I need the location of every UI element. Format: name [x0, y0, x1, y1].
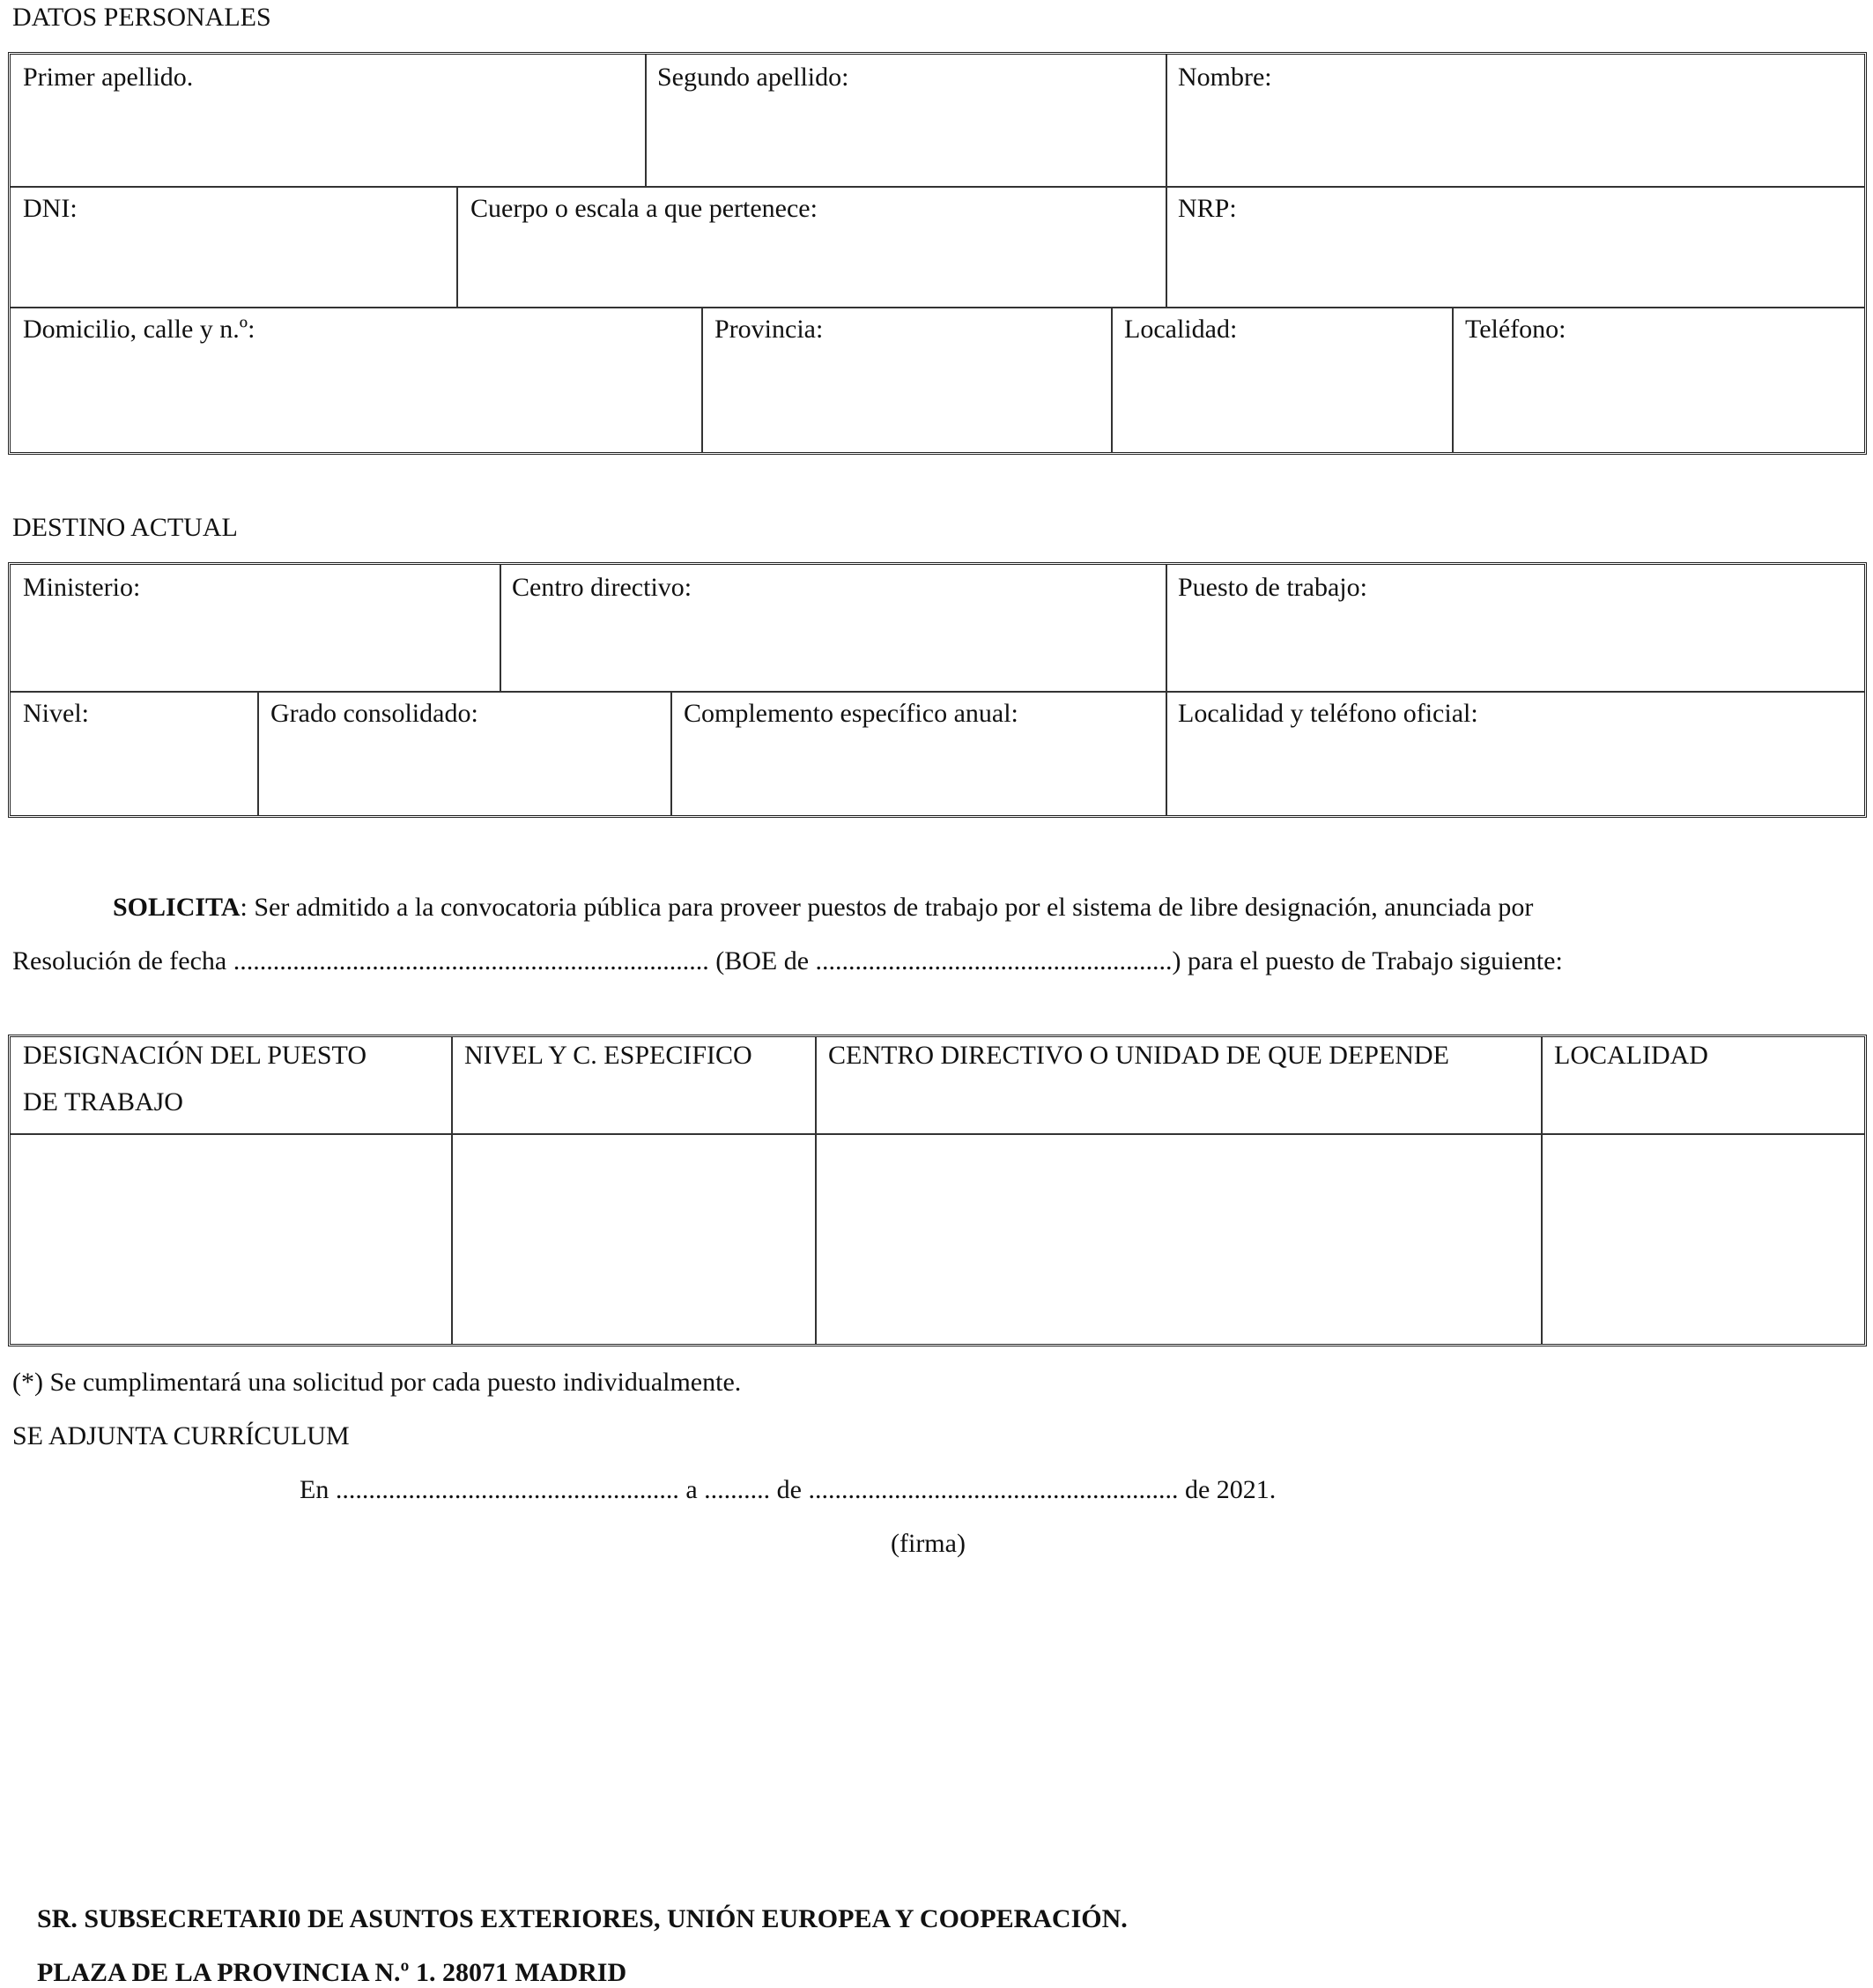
- field-localidad: Localidad:: [1124, 315, 1238, 344]
- solicita-line2: Resolución de fecha ........................................................................ (BOE de ......................................................) para el puesto de Trabajo siguiente:: [12, 946, 1563, 975]
- solicita-label: SOLICITA: [113, 893, 241, 922]
- field-dni: DNI:: [23, 194, 78, 223]
- field-nrp: NRP:: [1178, 194, 1237, 223]
- field-puesto-trabajo: Puesto de trabajo:: [1178, 573, 1367, 602]
- divider: [500, 565, 501, 692]
- header-nivel-especifico: NIVEL Y C. ESPECIFICO: [464, 1041, 752, 1070]
- field-provincia: Provincia:: [714, 315, 824, 344]
- note-text: (*) Se cumplimentará una solicitud por cada puesto individualmente.: [12, 1368, 742, 1397]
- field-complemento-especifico: Complemento específico anual:: [684, 699, 1018, 728]
- field-nivel: Nivel:: [23, 699, 89, 728]
- section-title-destino-actual: DESTINO ACTUAL: [12, 513, 238, 542]
- header-localidad: LOCALIDAD: [1554, 1041, 1708, 1070]
- divider: [1541, 1037, 1543, 1344]
- divider: [645, 55, 647, 187]
- field-ministerio: Ministerio:: [23, 573, 141, 602]
- divider: [1166, 565, 1167, 815]
- divider: [451, 1037, 453, 1344]
- destino-actual-table: [8, 562, 1867, 818]
- field-cuerpo-escala: Cuerpo o escala a que pertenece:: [470, 194, 818, 223]
- firma-label: (firma): [891, 1529, 966, 1558]
- adjunta-curriculum: SE ADJUNTA CURRÍCULUM: [12, 1421, 350, 1450]
- divider: [456, 187, 458, 308]
- field-centro-directivo: Centro directivo:: [512, 573, 692, 602]
- divider: [257, 692, 259, 815]
- header-designacion-line1: DESIGNACIÓN DEL PUESTO: [23, 1041, 366, 1070]
- addressee-line1: SR. SUBSECRETARI0 DE ASUNTOS EXTERIORES, UNIÓN EUROPEA Y COOPERACIÓN.: [37, 1904, 1128, 1933]
- field-domicilio: Domicilio, calle y n.º:: [23, 315, 255, 344]
- divider: [11, 307, 1864, 308]
- divider: [1111, 308, 1113, 452]
- divider: [1452, 308, 1454, 452]
- divider: [815, 1037, 817, 1344]
- solicita-line1: : Ser admitido a la convocatoria pública para proveer puestos de trabajo por el sistema de libre designación, anunciada por: [240, 893, 1534, 922]
- addressee-line2: PLAZA DE LA PROVINCIA N.º 1. 28071 MADRID: [37, 1958, 627, 1987]
- divider: [11, 1133, 1864, 1135]
- header-designacion: [23, 1033, 366, 1125]
- date-line: En .................................................... a .......... de ........................................................ de 2021.: [300, 1475, 1277, 1504]
- field-localidad-telefono-oficial: Localidad y teléfono oficial:: [1178, 699, 1478, 728]
- divider: [1166, 55, 1167, 308]
- datos-personales-table: [8, 52, 1867, 455]
- field-segundo-apellido: Segundo apellido:: [657, 63, 849, 92]
- field-grado-consolidado: Grado consolidado:: [270, 699, 478, 728]
- field-nombre: Nombre:: [1178, 63, 1272, 92]
- header-designacion-line2: DE TRABAJO: [23, 1087, 183, 1116]
- header-centro-directivo: CENTRO DIRECTIVO O UNIDAD DE QUE DEPENDE: [828, 1041, 1449, 1070]
- section-title-datos-personales: DATOS PERSONALES: [12, 3, 271, 32]
- field-primer-apellido: Primer apellido.: [23, 63, 194, 92]
- divider: [670, 692, 672, 815]
- divider: [701, 308, 703, 452]
- divider: [11, 186, 1864, 188]
- field-telefono: Teléfono:: [1465, 315, 1566, 344]
- solicita-paragraph: [113, 893, 1533, 922]
